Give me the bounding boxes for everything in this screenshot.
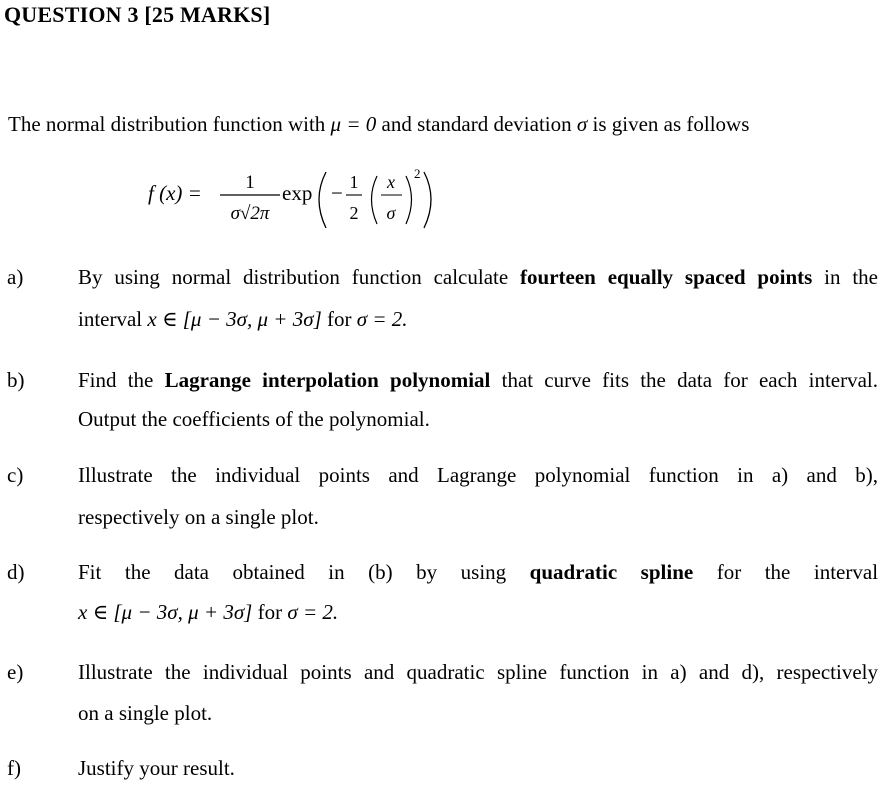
part-a-text-bold: fourteen equally spaced points (520, 265, 813, 289)
part-a-text-pre: By using normal distribution function calculate (78, 265, 509, 289)
part-d-text-bold: quadratic spline (529, 560, 694, 584)
part-a-for-word: for (327, 307, 352, 331)
part-f-label: f) (7, 756, 21, 780)
part-a-sigma-condition: σ = 2. (356, 307, 408, 331)
part-a-interval-word: interval (78, 307, 143, 331)
formula-exp: exp (282, 181, 313, 205)
part-c-line2: respectively on a single plot. (78, 505, 319, 529)
part-d-for-word: for (257, 600, 283, 624)
part-d-line2 (78, 600, 338, 625)
normal-pdf-formula (148, 162, 448, 242)
formula-sigma: σ (386, 203, 396, 223)
part-c-line1: Illustrate the individual points and Lagrange polynomial function in a) and b), (78, 463, 878, 487)
intro-sentence (8, 112, 749, 137)
formula-outer-paren-left (319, 172, 326, 228)
part-e-line2: on a single plot. (78, 701, 213, 725)
formula-power: 2 (414, 166, 421, 181)
part-b-line1 (78, 368, 878, 393)
formula-outer-paren-right (424, 172, 431, 228)
part-a-line2 (78, 307, 408, 332)
part-f-line1: Justify your result. (78, 756, 235, 780)
part-b-label: b) (7, 368, 25, 392)
part-a-interval-expression: x ∈ [μ − 3σ, μ + 3σ] (147, 307, 322, 331)
intro-lead: The normal distribution function with (8, 112, 326, 136)
formula-half-denominator: 2 (349, 203, 359, 223)
formula-x: x (387, 172, 395, 192)
intro-sigma: σ (576, 112, 588, 136)
part-d-text-pre: Fit the data obtained in (b) by using (78, 560, 507, 584)
part-b-line2: Output the coefficients of the polynomial. (78, 407, 430, 431)
part-b-text-pre: Find the (78, 368, 154, 392)
formula-inner-paren-left (372, 176, 378, 224)
part-e-line1: Illustrate the individual points and quadratic spline function in a) and d), respectively (78, 660, 878, 684)
part-d-line1 (78, 560, 878, 585)
formula-denominator: σ√2π (230, 203, 270, 224)
part-e-label: e) (7, 660, 24, 684)
intro-tail: is given as follows (592, 112, 750, 136)
intro-mu-expression: μ = 0 (330, 112, 377, 136)
formula-minus: − (331, 181, 343, 205)
part-c-label: c) (7, 463, 24, 487)
question-title: QUESTION 3 [25 MARKS] (4, 2, 271, 27)
part-d-text-post: for the interval (716, 560, 879, 584)
formula-half-numerator: 1 (349, 172, 359, 192)
part-a-text-post: in the (824, 265, 878, 289)
part-b-text-bold: Lagrange interpolation polynomial (164, 368, 491, 392)
formula-numerator: 1 (245, 172, 255, 193)
part-a-label: a) (7, 265, 24, 289)
formula-inner-paren-right (406, 176, 412, 224)
part-d-interval-expression: x ∈ [μ − 3σ, μ + 3σ] (78, 600, 253, 624)
intro-mid: and standard deviation (381, 112, 572, 136)
part-a-line1 (78, 265, 878, 290)
part-d-label: d) (7, 560, 25, 584)
formula-fx: f (x) = (148, 181, 202, 205)
part-b-text-post: that curve fits the data for each interval. (501, 368, 879, 392)
part-d-sigma-condition: σ = 2. (287, 600, 339, 624)
